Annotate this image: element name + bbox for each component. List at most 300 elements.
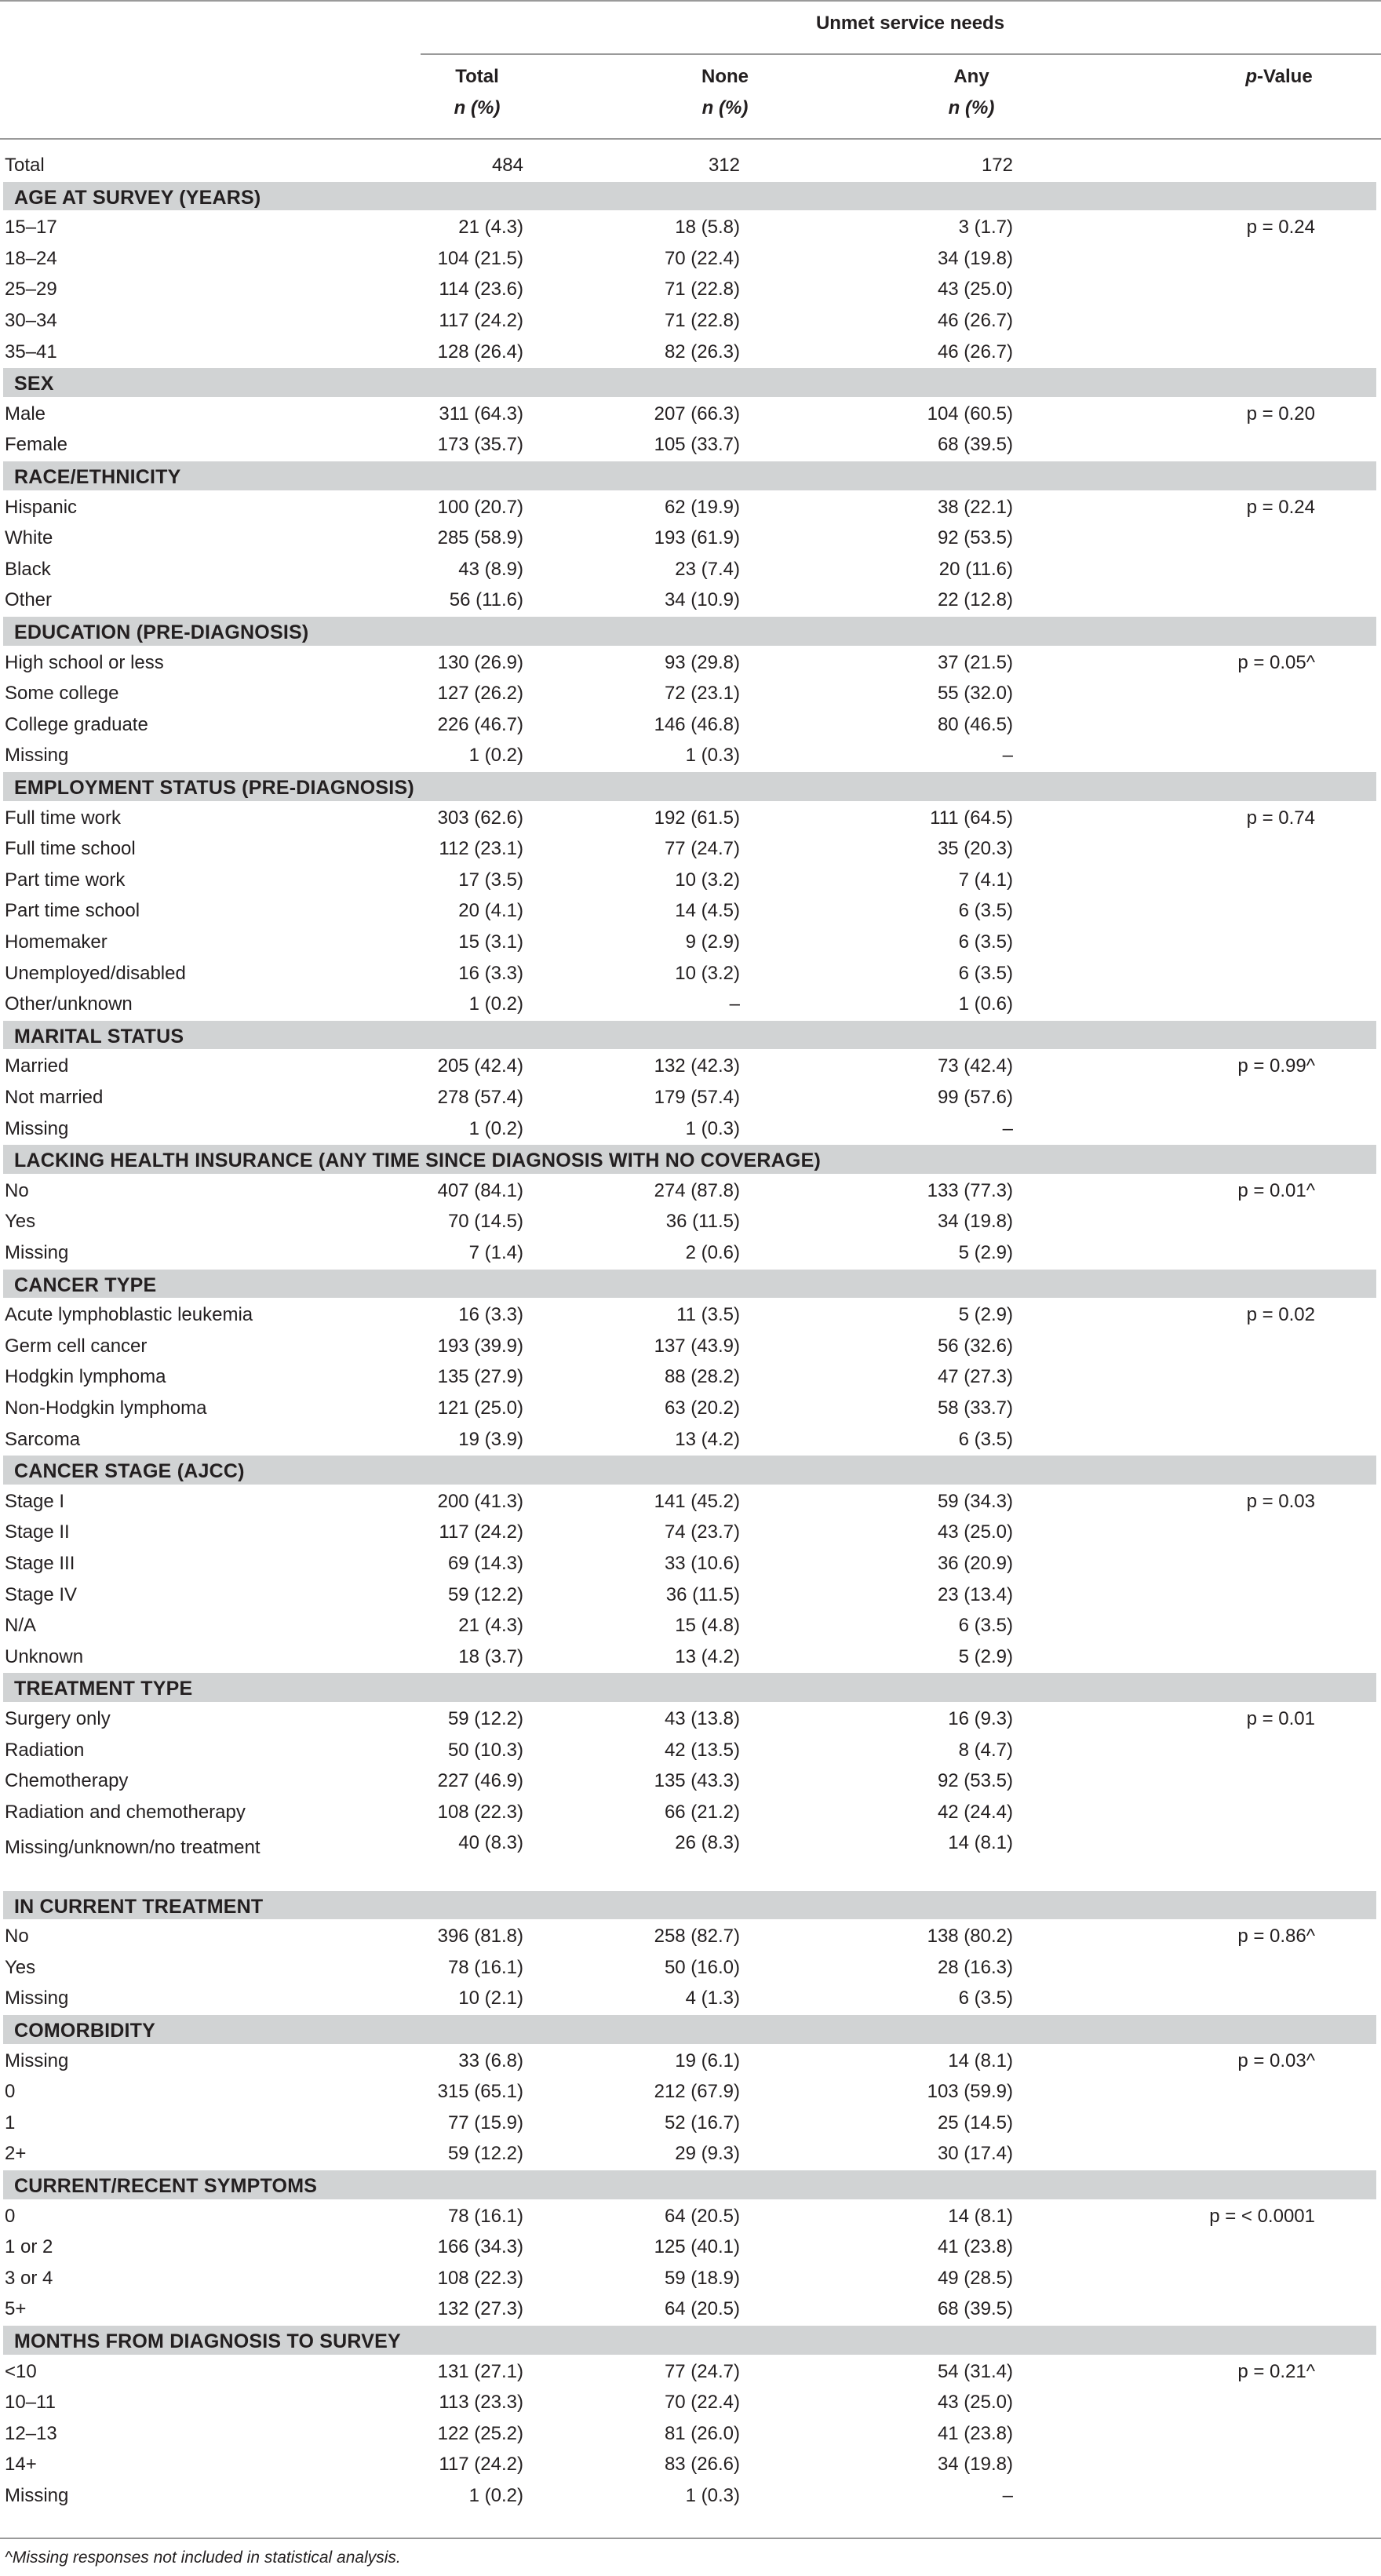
cell-total: 166 (34.3) — [437, 2236, 523, 2258]
header-any: Any — [953, 66, 989, 87]
bottom-rule — [0, 2538, 1381, 2539]
row-label: Full time school — [5, 838, 136, 860]
table-row — [0, 1641, 1381, 1672]
table-row — [0, 894, 1381, 926]
cell-total: 21 (4.3) — [458, 217, 523, 239]
cell-none: 258 (82.7) — [654, 1926, 740, 1947]
row-label: Yes — [5, 1211, 36, 1233]
row-label: No — [5, 1926, 29, 1947]
table-row — [0, 1361, 1381, 1392]
table-row — [0, 1609, 1381, 1641]
table-row — [0, 2262, 1381, 2294]
cell-none: 36 (11.5) — [665, 1583, 740, 1605]
cell-any: 6 (3.5) — [958, 931, 1013, 953]
cell-total: 100 (20.7) — [437, 496, 523, 518]
row-label: Stage III — [5, 1553, 75, 1574]
cell-none: 77 (24.7) — [664, 2360, 740, 2382]
cell-none: 36 (11.5) — [665, 1211, 740, 1233]
cell-any: 138 (80.2) — [927, 1926, 1013, 1947]
header-none-unit: n (%) — [701, 97, 749, 118]
row-label: Missing — [5, 1242, 69, 1263]
cell-total: 132 (27.3) — [437, 2298, 523, 2320]
cell-any: 8 (4.7) — [958, 1739, 1013, 1761]
section-header — [3, 368, 1376, 397]
cell-none: 29 (9.3) — [675, 2143, 740, 2165]
row-label: Germ cell cancer — [5, 1335, 148, 1357]
table-row — [0, 1081, 1381, 1113]
cell-any: 36 (20.9) — [937, 1553, 1013, 1574]
row-label: No — [5, 1179, 29, 1201]
cell-any: 20 (11.6) — [938, 558, 1013, 580]
cell-total: 17 (3.5) — [458, 869, 523, 891]
cell-total: 1 (0.2) — [468, 1117, 523, 1139]
cell-none: 82 (26.3) — [664, 341, 740, 363]
cell-total: 117 (24.2) — [439, 310, 523, 331]
cell-any: – — [1002, 745, 1013, 767]
cell-none: 146 (46.8) — [654, 713, 740, 735]
cell-total: 117 (24.2) — [439, 1521, 523, 1543]
table-row — [0, 553, 1381, 585]
table-row — [0, 1175, 1381, 1206]
cell-total: 78 (16.1) — [447, 2205, 523, 2227]
cell-none: 141 (45.2) — [654, 1490, 740, 1512]
cell-any: 55 (32.0) — [937, 683, 1013, 705]
cell-total: 1 (0.2) — [468, 993, 523, 1015]
row-label: Total — [5, 155, 45, 176]
row-label: Chemotherapy — [5, 1770, 129, 1792]
cell-total: 114 (23.6) — [439, 279, 523, 301]
cell-any: 35 (20.3) — [937, 838, 1013, 860]
cell-total: 226 (46.7) — [437, 713, 523, 735]
cell-total: 108 (22.3) — [437, 1801, 523, 1823]
section-label: CANCER STAGE (AJCC) — [14, 1460, 245, 1483]
table-row — [0, 2075, 1381, 2107]
cell-none: 34 (10.9) — [664, 589, 740, 611]
cell-total: 19 (3.9) — [458, 1428, 523, 1450]
section-header — [3, 1891, 1376, 1920]
table-row — [0, 1423, 1381, 1455]
row-label: Surgery only — [5, 1708, 111, 1729]
section-header — [3, 2015, 1376, 2044]
row-label: Black — [5, 558, 51, 580]
row-label: <10 — [5, 2360, 37, 2382]
cell-none: 64 (20.5) — [664, 2205, 740, 2227]
cell-none: 135 (43.3) — [654, 1770, 740, 1792]
cell-any: – — [1002, 1117, 1013, 1139]
row-label: Acute lymphoblastic leukemia — [5, 1304, 253, 1326]
cell-none: 64 (20.5) — [664, 2298, 740, 2320]
table-row — [0, 1205, 1381, 1237]
table-row — [0, 1485, 1381, 1517]
cell-total: 77 (15.9) — [447, 2111, 523, 2133]
cell-total: 303 (62.6) — [437, 807, 523, 829]
table-row — [0, 1920, 1381, 1951]
section-label: TREATMENT TYPE — [14, 1678, 193, 1700]
cell-total: 285 (58.9) — [437, 527, 523, 549]
section-label: MONTHS FROM DIAGNOSIS TO SURVEY — [14, 2330, 401, 2352]
cell-total: 131 (27.1) — [437, 2360, 523, 2382]
cell-any: 5 (2.9) — [958, 1304, 1013, 1326]
cell-any: 42 (24.4) — [937, 1801, 1013, 1823]
cell-any: 99 (57.6) — [937, 1087, 1013, 1108]
cell-none: 71 (22.8) — [664, 310, 740, 331]
cell-total: 16 (3.3) — [458, 962, 523, 984]
row-label: Sarcoma — [5, 1428, 81, 1450]
row-label: Female — [5, 434, 68, 456]
cell-none: 212 (67.9) — [654, 2081, 740, 2103]
cell-none: 10 (3.2) — [675, 869, 740, 891]
cell-any: 43 (25.0) — [937, 1521, 1013, 1543]
cell-pvalue: p = 0.99^ — [1237, 1055, 1315, 1077]
cell-total: 50 (10.3) — [447, 1739, 523, 1761]
cell-total: 40 (8.3) — [458, 1832, 523, 1854]
cell-none: 14 (4.5) — [675, 900, 740, 922]
cell-none: 1 (0.3) — [685, 2485, 740, 2506]
cell-total: 78 (16.1) — [447, 1956, 523, 1978]
row-label: Stage II — [5, 1521, 70, 1543]
cell-none: 1 (0.3) — [685, 1117, 740, 1139]
cell-total: 200 (41.3) — [437, 1490, 523, 1512]
cell-total: 113 (23.3) — [439, 2392, 523, 2414]
row-label: 25–29 — [5, 279, 57, 301]
section-label: COMORBIDITY — [14, 2020, 155, 2042]
cell-none: 15 (4.8) — [675, 1615, 740, 1637]
cell-total: 135 (27.9) — [437, 1366, 523, 1388]
row-label: High school or less — [5, 651, 164, 673]
cell-total: 1 (0.2) — [468, 2485, 523, 2506]
cell-total: 112 (23.1) — [439, 838, 523, 860]
cell-any: 92 (53.5) — [937, 1770, 1013, 1792]
cell-any: 111 (64.5) — [930, 807, 1013, 829]
cell-total: 69 (14.3) — [447, 1553, 523, 1574]
cell-any: 34 (19.8) — [937, 1211, 1013, 1233]
cell-none: 18 (5.8) — [675, 217, 740, 239]
table-row — [0, 584, 1381, 615]
cell-total: 130 (26.9) — [437, 651, 523, 673]
row-label: 35–41 — [5, 341, 57, 363]
cell-none: – — [729, 993, 740, 1015]
table-row — [0, 1392, 1381, 1423]
cell-total: 59 (12.2) — [447, 2143, 523, 2165]
section-label: AGE AT SURVEY (YEARS) — [14, 186, 261, 209]
cell-total: 108 (22.3) — [437, 2267, 523, 2289]
row-label: 5+ — [5, 2298, 27, 2320]
table-row — [0, 1330, 1381, 1361]
section-label: IN CURRENT TREATMENT — [14, 1895, 264, 1918]
cell-any: 25 (14.5) — [937, 2111, 1013, 2133]
section-label: SEX — [14, 373, 54, 395]
cell-none: 179 (57.4) — [654, 1087, 740, 1108]
cell-total: 121 (25.0) — [437, 1397, 523, 1419]
cell-none: 193 (61.9) — [654, 527, 740, 549]
cell-none: 72 (23.1) — [664, 683, 740, 705]
cell-total: 122 (25.2) — [437, 2422, 523, 2444]
cell-any: 14 (8.1) — [948, 2205, 1013, 2227]
cell-none: 105 (33.7) — [654, 434, 740, 456]
cell-pvalue: p = 0.21^ — [1237, 2360, 1315, 2382]
table-row — [0, 1516, 1381, 1547]
row-label: 1 or 2 — [5, 2236, 53, 2258]
cell-any: 5 (2.9) — [958, 1242, 1013, 1263]
cell-none: 9 (2.9) — [685, 931, 740, 953]
cell-pvalue: p = 0.20 — [1246, 403, 1315, 424]
cell-any: 34 (19.8) — [937, 2454, 1013, 2476]
cell-pvalue: p = 0.01 — [1246, 1708, 1315, 1729]
cell-none: 52 (16.7) — [664, 2111, 740, 2133]
cell-total: 227 (46.9) — [437, 1770, 523, 1792]
row-label: Stage IV — [5, 1583, 78, 1605]
section-header — [3, 461, 1376, 490]
row-label: Missing/unknown/no treatment — [5, 1837, 261, 1859]
cell-total: 193 (39.9) — [437, 1335, 523, 1357]
cell-any: 6 (3.5) — [958, 962, 1013, 984]
row-label: N/A — [5, 1615, 37, 1637]
cell-total: 70 (14.5) — [447, 1211, 523, 1233]
cell-none: 207 (66.3) — [654, 403, 740, 424]
cell-any: 58 (33.7) — [937, 1397, 1013, 1419]
table-row — [0, 802, 1381, 833]
table-row — [0, 398, 1381, 429]
row-label: 30–34 — [5, 310, 57, 331]
cell-any: 6 (3.5) — [958, 1615, 1013, 1637]
table-row — [0, 2386, 1381, 2418]
table-row — [0, 491, 1381, 523]
cell-pvalue: p = 0.05^ — [1237, 651, 1315, 673]
cell-none: 83 (26.6) — [664, 2454, 740, 2476]
cell-none: 88 (28.2) — [664, 1366, 740, 1388]
section-label: CANCER TYPE — [14, 1273, 157, 1296]
row-label: 2+ — [5, 2143, 27, 2165]
cell-any: 30 (17.4) — [937, 2143, 1013, 2165]
section-label: EDUCATION (PRE-DIAGNOSIS) — [14, 621, 309, 643]
table-row — [0, 2448, 1381, 2479]
cell-total: 407 (84.1) — [437, 1179, 523, 1201]
cell-any: 16 (9.3) — [948, 1708, 1013, 1729]
cell-pvalue: p = 0.86^ — [1237, 1926, 1315, 1947]
row-label: 3 or 4 — [5, 2267, 53, 2289]
cell-total: 33 (6.8) — [458, 2050, 523, 2071]
table-row — [0, 1951, 1381, 1983]
cell-any: 133 (77.3) — [927, 1179, 1013, 1201]
cell-none: 70 (22.4) — [664, 247, 740, 269]
row-label: 0 — [5, 2205, 16, 2227]
cell-none: 74 (23.7) — [664, 1521, 740, 1543]
table-row — [0, 2231, 1381, 2262]
header-pvalue-rest: -Value — [1256, 66, 1313, 87]
cell-total: 484 — [491, 155, 523, 176]
row-label: Hispanic — [5, 496, 78, 518]
cell-none: 274 (87.8) — [654, 1179, 740, 1201]
cell-any: 54 (31.4) — [937, 2360, 1013, 2382]
cell-any: 14 (8.1) — [948, 2050, 1013, 2071]
table-row — [0, 2293, 1381, 2324]
table-row — [0, 1113, 1381, 1144]
header-pvalue-italic: p — [1245, 66, 1257, 87]
table-row — [0, 1547, 1381, 1579]
row-label: 14+ — [5, 2454, 37, 2476]
table-row — [0, 273, 1381, 304]
table-row — [0, 304, 1381, 336]
table-row — [0, 926, 1381, 957]
table-row — [0, 2137, 1381, 2169]
cell-any: 68 (39.5) — [937, 2298, 1013, 2320]
row-label: Missing — [5, 2485, 69, 2506]
cell-any: 1 (0.6) — [958, 993, 1013, 1015]
row-label: Missing — [5, 745, 69, 767]
header-any-unit: n (%) — [948, 97, 995, 118]
cell-total: 1 (0.2) — [468, 745, 523, 767]
cell-none: 4 (1.3) — [685, 1988, 740, 2009]
cell-any: 6 (3.5) — [958, 1988, 1013, 2009]
cell-none: 71 (22.8) — [664, 279, 740, 301]
cell-any: 68 (39.5) — [937, 434, 1013, 456]
row-label: Missing — [5, 1988, 69, 2009]
cell-total: 10 (2.1) — [458, 1988, 523, 2009]
cell-total: 16 (3.3) — [458, 1304, 523, 1326]
footnote: ^Missing responses not included in statistical analysis. — [5, 2549, 401, 2567]
row-label: Radiation — [5, 1739, 85, 1761]
cell-none: 312 — [708, 155, 740, 176]
cell-any: 56 (32.6) — [937, 1335, 1013, 1357]
section-header — [3, 182, 1376, 211]
cell-any: 34 (19.8) — [937, 247, 1013, 269]
cell-none: 33 (10.6) — [664, 1553, 740, 1574]
cell-any: 22 (12.8) — [937, 589, 1013, 611]
cell-none: 93 (29.8) — [664, 651, 740, 673]
row-label: Not married — [5, 1087, 104, 1108]
row-label: Missing — [5, 2050, 69, 2071]
header-group-unmet: Unmet service needs — [815, 13, 1005, 34]
cell-pvalue: p = < 0.0001 — [1209, 2205, 1315, 2227]
cell-total: 205 (42.4) — [437, 1055, 523, 1077]
cell-none: 13 (4.2) — [675, 1645, 740, 1667]
cell-any: 46 (26.7) — [937, 310, 1013, 331]
cell-none: 19 (6.1) — [675, 2050, 740, 2071]
cell-any: 23 (13.4) — [937, 1583, 1013, 1605]
cell-any: 92 (53.5) — [937, 527, 1013, 549]
cell-none: 125 (40.1) — [654, 2236, 740, 2258]
cell-any: 80 (46.5) — [937, 713, 1013, 735]
cell-any: 5 (2.9) — [958, 1645, 1013, 1667]
row-label: Non-Hodgkin lymphoma — [5, 1397, 207, 1419]
cell-none: 23 (7.4) — [675, 558, 740, 580]
section-header — [3, 2326, 1376, 2355]
row-label: Some college — [5, 683, 119, 705]
top-rule — [0, 0, 1381, 2]
cell-any: 41 (23.8) — [937, 2236, 1013, 2258]
table-row — [0, 149, 1381, 180]
cell-none: 137 (43.9) — [654, 1335, 740, 1357]
cell-none: 2 (0.6) — [685, 1242, 740, 1263]
cell-any: 6 (3.5) — [958, 900, 1013, 922]
table-row — [0, 2418, 1381, 2449]
row-label: 12–13 — [5, 2422, 57, 2444]
row-label: Part time work — [5, 869, 126, 891]
cell-total: 278 (57.4) — [437, 1087, 523, 1108]
cell-any: 49 (28.5) — [937, 2267, 1013, 2289]
cell-total: 20 (4.1) — [458, 900, 523, 922]
table-row — [0, 1237, 1381, 1268]
table-row — [0, 1050, 1381, 1081]
table-row — [0, 739, 1381, 771]
cell-pvalue: p = 0.02 — [1246, 1304, 1315, 1326]
cell-none: 192 (61.5) — [654, 807, 740, 829]
section-header — [3, 772, 1376, 801]
section-header — [3, 1456, 1376, 1485]
section-header — [3, 1673, 1376, 1702]
table-row — [0, 833, 1381, 864]
cell-none: 26 (8.3) — [675, 1832, 740, 1854]
table-row — [0, 1796, 1381, 1827]
row-label: 1 — [5, 2111, 16, 2133]
row-label: Yes — [5, 1956, 36, 1978]
cell-none: 1 (0.3) — [685, 745, 740, 767]
cell-none: 63 (20.2) — [664, 1397, 740, 1419]
row-label: Married — [5, 1055, 69, 1077]
cell-none: 50 (16.0) — [664, 1956, 740, 1978]
table-row — [0, 1734, 1381, 1765]
cell-any: 73 (42.4) — [937, 1055, 1013, 1077]
cell-any: 172 — [981, 155, 1013, 176]
cell-pvalue: p = 0.03^ — [1237, 2050, 1315, 2071]
table-row — [0, 2356, 1381, 2387]
cell-total: 59 (12.2) — [447, 1583, 523, 1605]
cell-pvalue: p = 0.03 — [1246, 1490, 1315, 1512]
cell-none: 66 (21.2) — [664, 1801, 740, 1823]
table-row — [0, 2107, 1381, 2138]
cell-total: 15 (3.1) — [458, 931, 523, 953]
row-label: Missing — [5, 1117, 69, 1139]
row-label: Hodgkin lymphoma — [5, 1366, 166, 1388]
row-label: Other/unknown — [5, 993, 133, 1015]
row-label: 10–11 — [5, 2392, 56, 2414]
cell-any: 59 (34.3) — [937, 1490, 1013, 1512]
row-label: 18–24 — [5, 247, 57, 269]
cell-none: 43 (13.8) — [664, 1708, 740, 1729]
cell-total: 18 (3.7) — [458, 1645, 523, 1667]
section-header — [3, 1021, 1376, 1050]
row-label: College graduate — [5, 713, 148, 735]
cell-total: 396 (81.8) — [437, 1926, 523, 1947]
table-row — [0, 864, 1381, 895]
cell-any: 14 (8.1) — [948, 1832, 1013, 1854]
cell-any: 28 (16.3) — [937, 1956, 1013, 1978]
cell-none: 13 (4.2) — [675, 1428, 740, 1450]
cell-pvalue: p = 0.24 — [1246, 496, 1315, 518]
cell-none: 11 (3.5) — [676, 1304, 740, 1326]
row-label: Unknown — [5, 1645, 84, 1667]
header-total: Total — [455, 66, 499, 87]
table-row — [0, 522, 1381, 553]
row-label: Homemaker — [5, 931, 107, 953]
cell-any: 43 (25.0) — [937, 2392, 1013, 2414]
table-row — [0, 2045, 1381, 2076]
row-label: 0 — [5, 2081, 16, 2103]
row-label: White — [5, 527, 53, 549]
header-none: None — [701, 66, 749, 87]
section-label: MARITAL STATUS — [14, 1025, 184, 1048]
table-row — [0, 1703, 1381, 1734]
cell-any: 104 (60.5) — [927, 403, 1013, 424]
cell-total: 59 (12.2) — [447, 1708, 523, 1729]
table-row — [0, 1579, 1381, 1610]
group-rule — [421, 53, 1381, 55]
cell-total: 315 (65.1) — [437, 2081, 523, 2103]
table-row — [0, 1299, 1381, 1330]
table-row — [0, 2200, 1381, 2232]
cell-total: 128 (26.4) — [437, 341, 523, 363]
cell-any: 41 (23.8) — [937, 2422, 1013, 2444]
